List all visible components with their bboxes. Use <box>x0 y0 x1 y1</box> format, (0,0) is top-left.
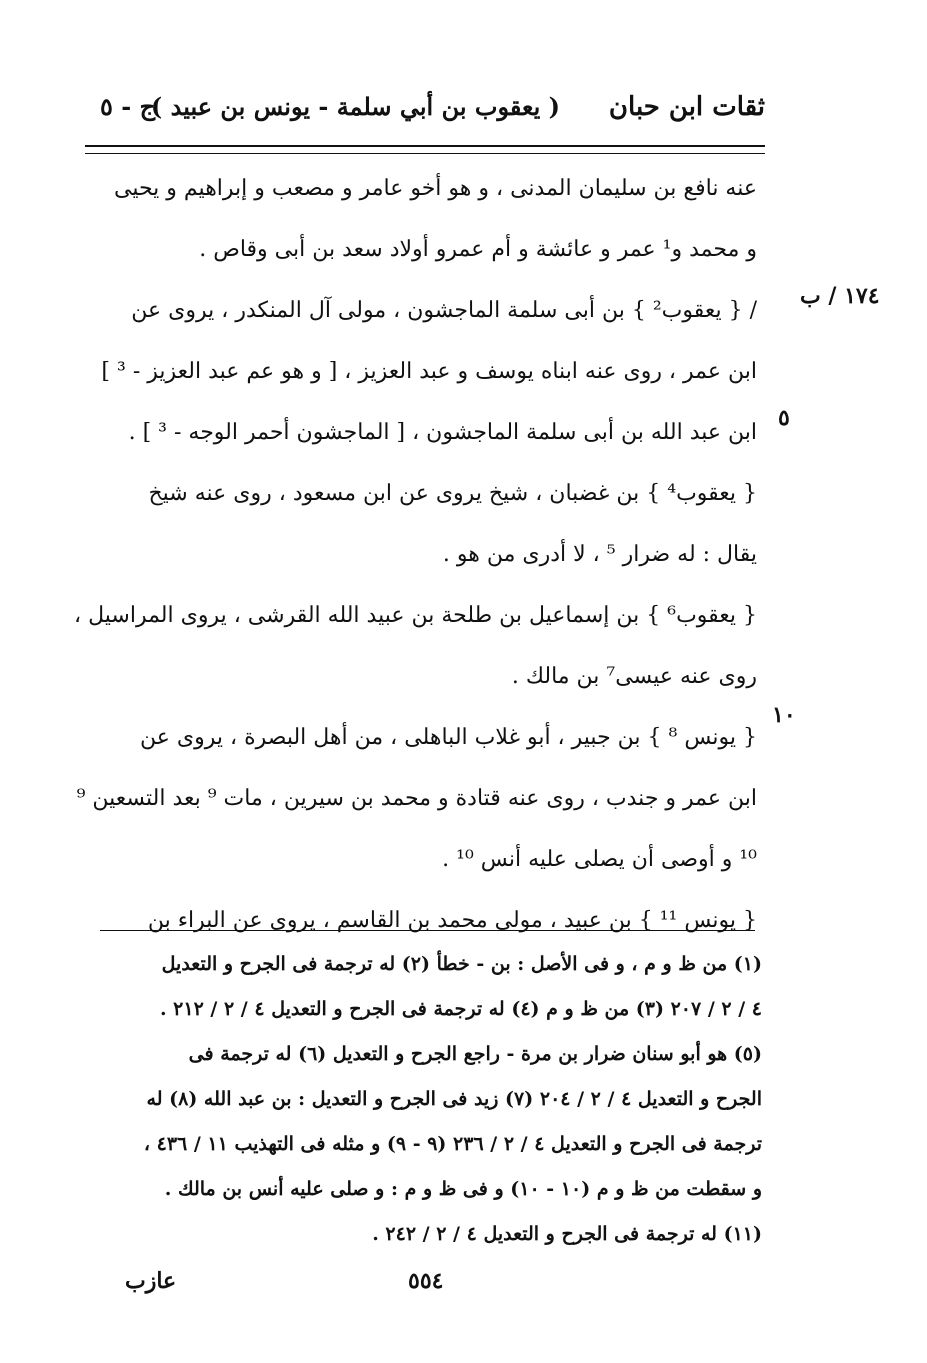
page-number: ٥٥٤ <box>408 1268 444 1294</box>
section-range: ( يعقوب بن أبي سلمة - يونس بن عبيد ) <box>150 92 560 121</box>
text-line: ¹⁰ و أوصى أن يصلى عليه أنس ¹⁰ . <box>442 847 757 872</box>
header-double-rule <box>85 145 765 154</box>
text-line: روى عنه عيسى⁷ بن مالك . <box>511 664 757 689</box>
footnote-line: (٥) هو أبو سنان ضرار بن مرة - راجع الجرح و التعديل (٦) له ترجمة فى <box>188 1043 762 1065</box>
text-line: { يونس ¹¹ } بن عبيد ، مولى محمد بن القاسم ، يروى عن البراء بن <box>147 908 757 933</box>
footnote-line: و سقطت من ظ و م (١٠ - ١٠) و فى ظ و م : و صلى عليه أنس بن مالك . <box>164 1178 762 1200</box>
footnote-line: الجرح و التعديل ٤ / ٢ / ٢٠٤ (٧) زيد فى الجرح و التعديل : بن عبد الله (٨) له <box>146 1088 762 1110</box>
text-line: { يونس ⁸ } بن جبير ، أبو غلاب الباهلى ، من أهل البصرة ، يروى عن <box>140 725 757 750</box>
signature-mark: عازب <box>125 1268 177 1294</box>
text-line: ابن عبد الله بن أبى سلمة الماجشون ، [ الماجشون أحمر الوجه - ³ ] . <box>128 420 757 445</box>
main-text <box>74 158 757 951</box>
text-line: / { يعقوب² } بن أبى سلمة الماجشون ، مولى آل المنكدر ، يروى عن <box>131 298 757 323</box>
book-title: ثقات ابن حبان <box>608 92 765 122</box>
text-line: { يعقوب⁶ } بن إسماعيل بن طلحة بن عبيد الله القرشى ، يروى المراسيل ، <box>74 603 757 628</box>
footnote-line: ترجمة فى الجرح و التعديل ٤ / ٢ / ٢٣٦ (٩ - ٩) و مثله فى التهذيب ١١ / ٤٣٦ ، <box>143 1133 762 1155</box>
text-line: و محمد و¹ عمر و عائشة و أم عمرو أولاد سعد بن أبى وقاص . <box>199 237 757 262</box>
text-line: ابن عمر ، روى عنه ابناه يوسف و عبد العزيز ، [ و هو عم عبد العزيز - ³ ] <box>101 359 757 384</box>
text-line: { يعقوب⁴ } بن غضبان ، شيخ يروى عن ابن مسعود ، روى عنه شيخ <box>148 481 757 506</box>
footnote-line: (١) من ظ و م ، و فى الأصل : بن - خطأ (٢) له ترجمة فى الجرح و التعديل <box>161 953 762 975</box>
running-header <box>85 88 765 138</box>
footnote-line: ٤ / ٢ / ٢٠٧ (٣) من ظ و م (٤) له ترجمة فى الجرح و التعديل ٤ / ٢ / ٢١٢ . <box>159 998 762 1020</box>
text-line: يقال : له ضرار ⁵ ، لا أدرى من هو . <box>442 542 757 567</box>
footnote-separator <box>100 930 755 931</box>
volume-number: ج - ٥ <box>100 92 156 121</box>
text-line: عنه نافع بن سليمان المدنى ، و هو أخو عامر و مصعب و إبراهيم و يحيى <box>114 176 757 201</box>
line-number-10: ١٠ <box>772 702 796 728</box>
folio-marker: ١٧٤ / ب <box>800 283 880 309</box>
line-number-5: ٥ <box>778 405 790 431</box>
text-line: ابن عمر و جندب ، روى عنه قتادة و محمد بن سيرين ، مات ⁹ بعد التسعين ⁹ <box>76 786 757 811</box>
footnote-line: (١١) له ترجمة فى الجرح و التعديل ٤ / ٢ / ٢٤٢ . <box>372 1223 762 1245</box>
footnotes <box>102 942 762 1257</box>
